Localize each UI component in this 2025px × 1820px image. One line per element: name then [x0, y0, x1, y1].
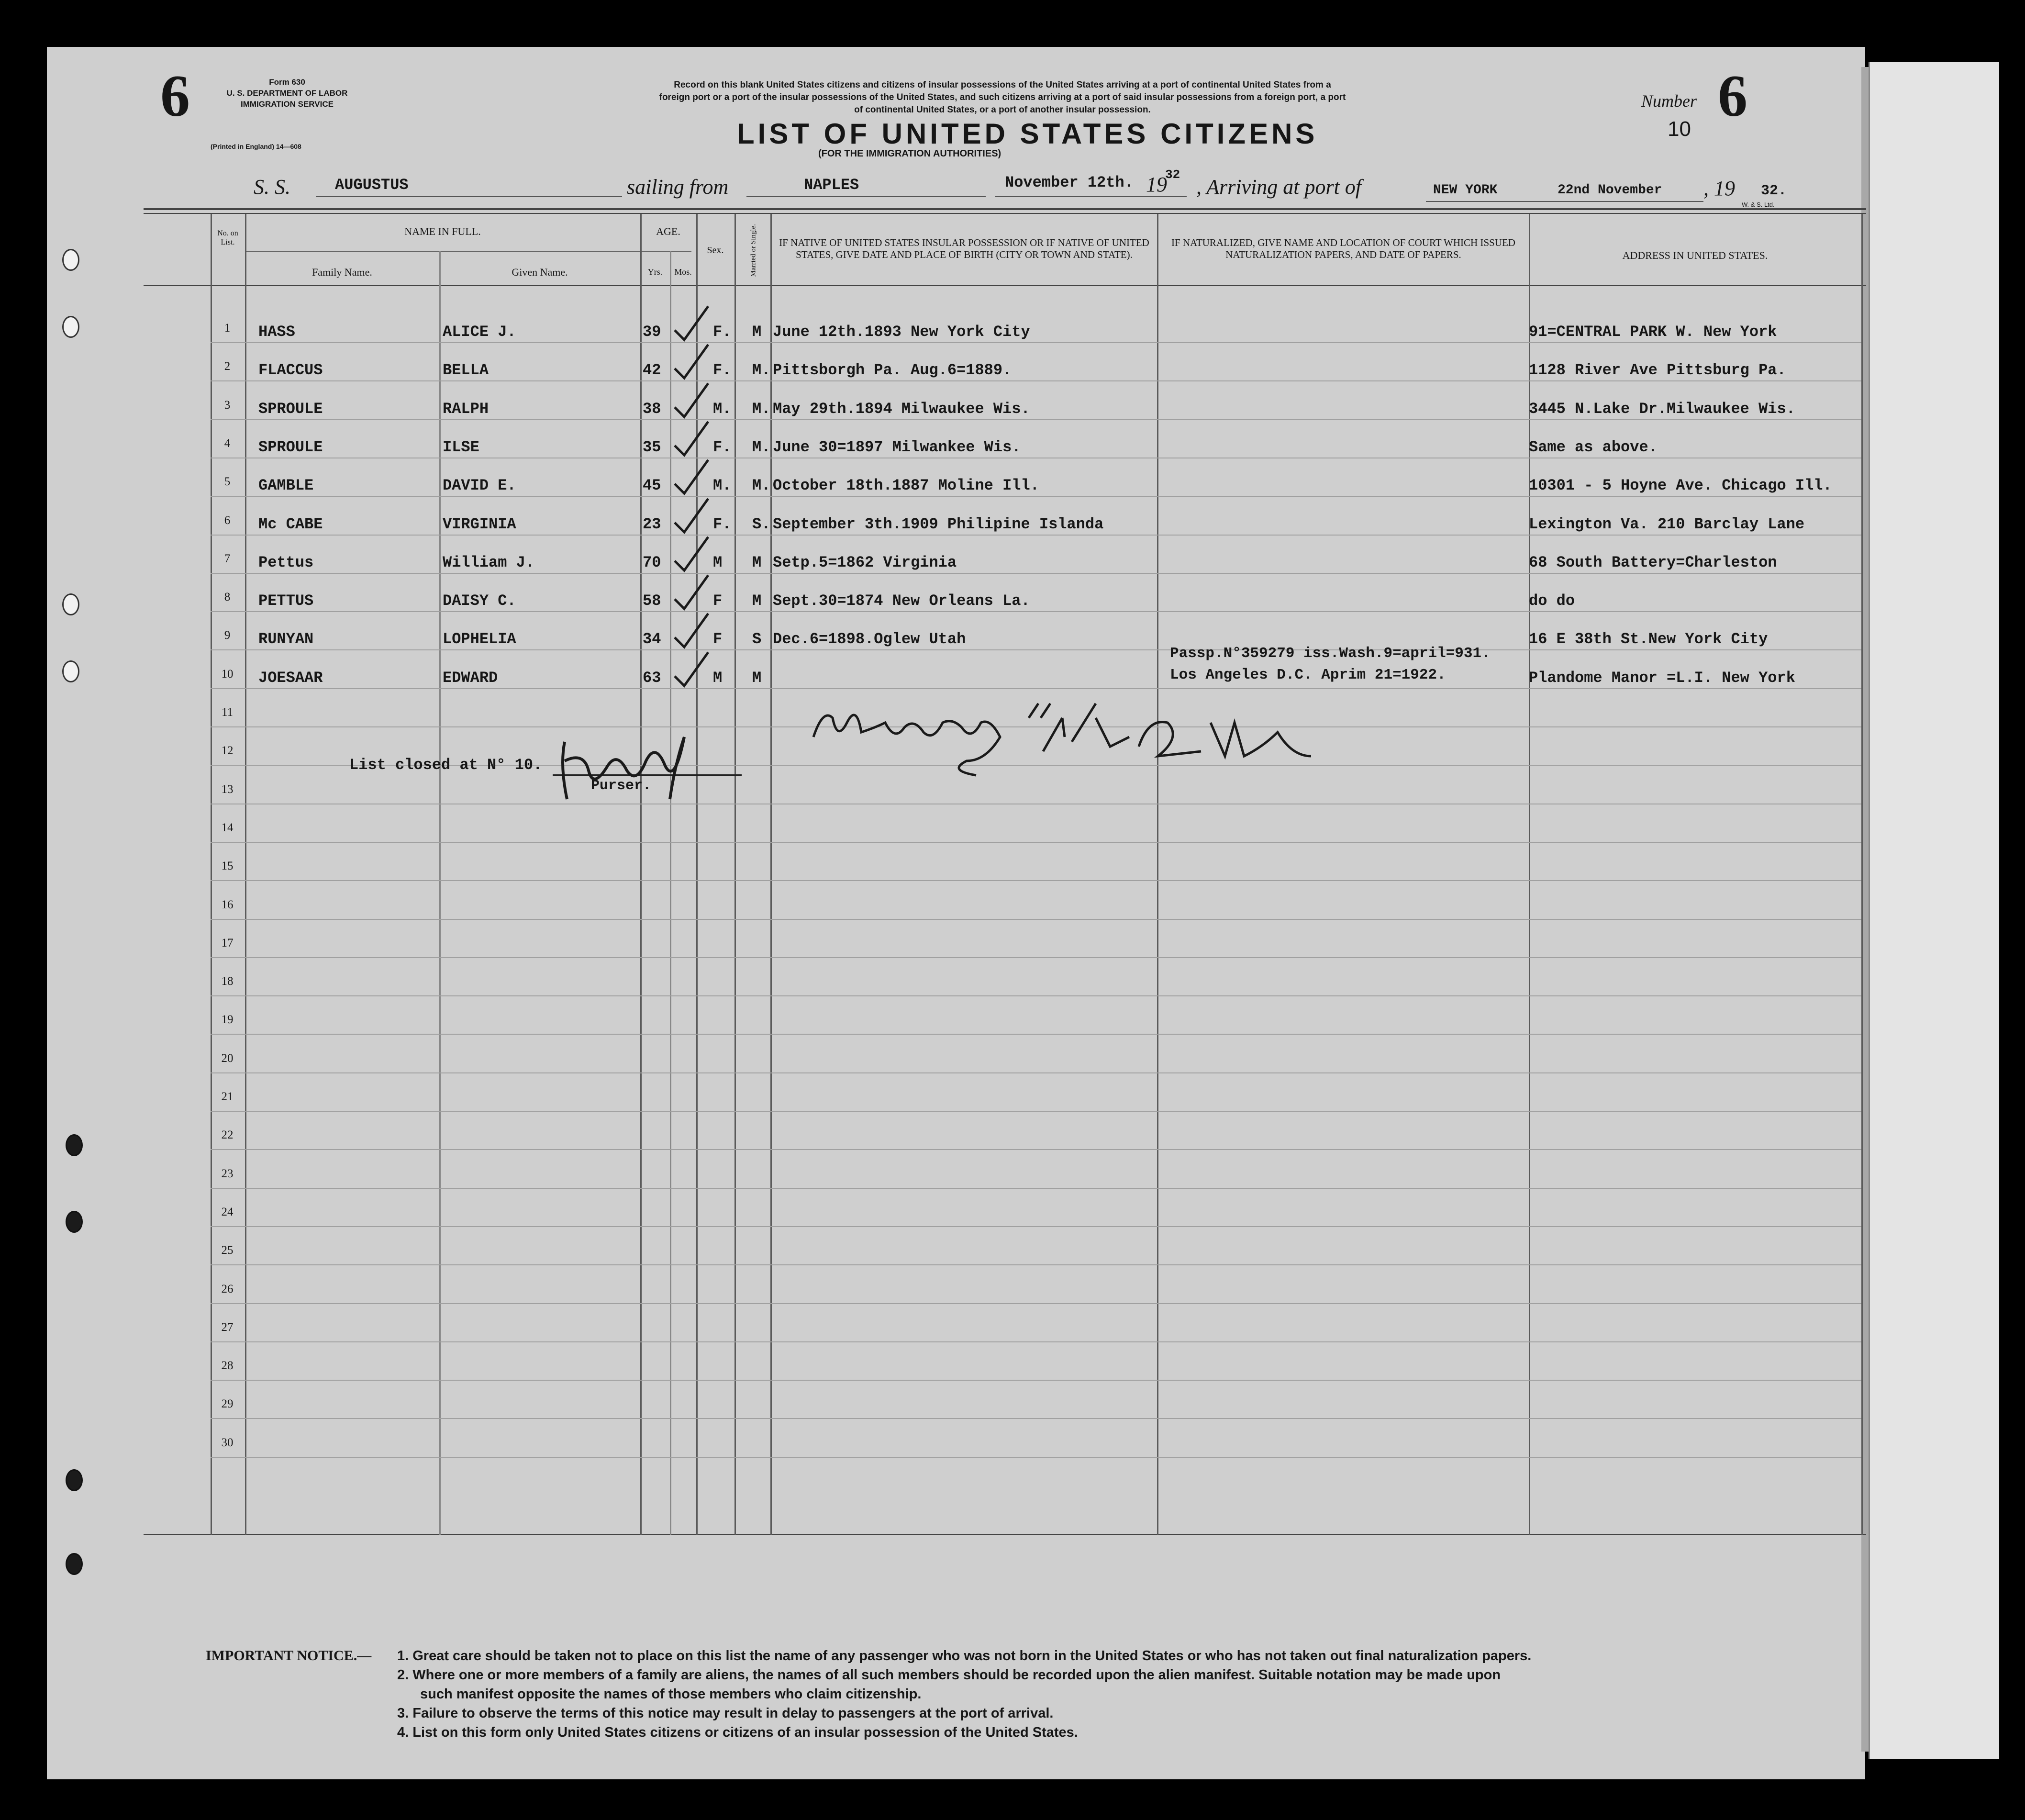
birth-info: June 30=1897 Milwankee Wis.	[773, 438, 1021, 456]
birth-info: Sept.30=1874 New Orleans La.	[773, 592, 1030, 610]
row-number: 2	[224, 360, 231, 373]
address: Plandome Manor =L.I. New York	[1529, 669, 1795, 687]
row-number: 22	[221, 1128, 234, 1142]
col-yrs: Yrs.	[647, 267, 663, 277]
marital-status: S	[752, 630, 762, 648]
row-line	[211, 342, 1861, 343]
row-line	[211, 919, 1861, 920]
sail-date: November 12th.	[1005, 174, 1134, 191]
sex: F.	[713, 323, 732, 341]
family-name: SPROULE	[258, 400, 323, 418]
check-mark	[670, 494, 713, 537]
birth-info: October 18th.1887 Moline Ill.	[773, 477, 1039, 495]
family-name: GAMBLE	[258, 477, 314, 495]
row-number: 17	[221, 936, 234, 949]
left-sheet-number: 6	[160, 63, 190, 129]
col-given-name: Given Name.	[512, 266, 568, 278]
purser-label: Purser.	[591, 778, 652, 794]
sex: M	[713, 669, 723, 687]
check-mark	[670, 570, 713, 614]
age: 63	[643, 669, 661, 687]
row-number: 5	[224, 475, 231, 489]
row-line	[211, 1341, 1861, 1342]
notice-item: such manifest opposite the names of those members who claim citizenship.	[420, 1686, 922, 1702]
marital-status: M	[752, 669, 762, 687]
age: 70	[643, 553, 661, 571]
row-number: 1	[224, 322, 231, 335]
given-name: ILSE	[443, 438, 479, 456]
row-line	[211, 1264, 1861, 1265]
page-subtitle: (FOR THE IMMIGRATION AUTHORITIES)	[818, 148, 1001, 159]
col-birth: IF NATIVE OF UNITED STATES INSULAR POSSESSION OR IF NATIVE OF UNITED STATES, GIVE DATE AND PLACE OF BIRTH (CITY OR TOWN AND STATE).	[779, 237, 1149, 260]
arriving-label: , Arriving at port of	[1196, 175, 1362, 199]
given-name: DAISY C.	[443, 592, 516, 610]
arrival-year-prefix: , 19	[1703, 177, 1735, 200]
row-number: 12	[221, 744, 234, 758]
right-sheet-number: 6	[1718, 63, 1747, 129]
row-line	[211, 1111, 1861, 1112]
printer-mark: W. & S. Ltd.	[1742, 201, 1775, 208]
age: 35	[643, 438, 661, 456]
list-number: 10	[1668, 117, 1691, 141]
family-name: Pettus	[258, 553, 314, 571]
marital-status: S.	[752, 515, 771, 533]
row-line	[211, 573, 1861, 574]
punch-hole	[62, 249, 79, 271]
row-number: 28	[221, 1359, 234, 1373]
row-line	[211, 419, 1861, 420]
row-line	[211, 1380, 1861, 1381]
row-number: 21	[221, 1090, 234, 1103]
punch-hole	[62, 660, 79, 682]
purser-signature	[555, 723, 699, 818]
marital-status: M.	[752, 438, 771, 456]
col-mos: Mos.	[674, 267, 692, 277]
naturalization-info: Passp.N°359279 iss.Wash.9=april=931.	[1170, 645, 1491, 662]
age: 39	[643, 323, 661, 341]
row-number: 19	[221, 1013, 234, 1027]
row-line	[211, 1188, 1861, 1189]
marital-status: M	[752, 592, 762, 610]
row-line	[211, 880, 1861, 881]
marital-status: M	[752, 553, 762, 571]
family-name: SPROULE	[258, 438, 323, 456]
row-line	[211, 1034, 1861, 1035]
row-number: 10	[221, 667, 234, 681]
address: 16 E 38th St.New York City	[1529, 630, 1768, 648]
row-number: 25	[221, 1244, 234, 1257]
check-mark	[670, 455, 713, 498]
marital-status: M.	[752, 361, 771, 380]
age: 42	[643, 361, 661, 380]
row-line	[211, 995, 1861, 996]
row-number: 9	[224, 629, 231, 642]
check-mark	[670, 379, 713, 422]
number-label: Number	[1641, 91, 1697, 111]
row-number: 18	[221, 975, 234, 988]
row-number: 30	[221, 1436, 234, 1449]
row-number: 26	[221, 1282, 234, 1295]
notice-item: 1. Great care should be taken not to place on this list the name of any passenger who was not born in the United States or who has not taken out final naturalization papers.	[397, 1648, 1532, 1664]
row-line	[211, 649, 1861, 650]
row-number: 23	[221, 1167, 234, 1180]
row-number: 6	[224, 514, 231, 527]
row-line	[211, 1457, 1861, 1458]
age: 23	[643, 515, 661, 533]
given-name: VIRGINIA	[443, 515, 516, 533]
address: 10301 - 5 Hoyne Ave. Chicago Ill.	[1529, 477, 1832, 495]
row-line	[211, 1072, 1861, 1073]
punch-hole	[66, 1134, 83, 1156]
birth-info: May 29th.1894 Milwaukee Wis.	[773, 400, 1030, 418]
birth-info: June 12th.1893 New York City	[773, 323, 1030, 341]
next-page	[1869, 62, 1999, 1759]
sail-year-prefix: 19	[1146, 173, 1167, 196]
row-line	[211, 535, 1861, 536]
family-name: RUNYAN	[258, 630, 314, 648]
birth-info: Dec.6=1898.Oglew Utah	[773, 630, 966, 648]
given-name: DAVID E.	[443, 477, 516, 495]
form-info: Form 630 U. S. DEPARTMENT OF LABOR IMMIGRATION SERVICE	[226, 78, 348, 109]
col-family-name: Family Name.	[312, 266, 372, 278]
row-number: 29	[221, 1397, 234, 1411]
given-name: EDWARD	[443, 669, 498, 687]
sex: F.	[713, 438, 732, 456]
ship-name: AUGUSTUS	[335, 176, 409, 194]
inspector-signature	[804, 689, 1354, 785]
check-mark	[670, 340, 713, 383]
sailing-from-label: sailing from	[627, 175, 729, 199]
notice-item: 2. Where one or more members of a family are aliens, the names of all such members should be recorded upon the alien manifest. Suitable notation may be made upon	[397, 1667, 1501, 1683]
family-name: Mc CABE	[258, 515, 323, 533]
row-line	[211, 1418, 1861, 1419]
age: 45	[643, 477, 661, 495]
age: 38	[643, 400, 661, 418]
birth-info: September 3th.1909 Philipine Islanda	[773, 515, 1104, 533]
row-number: 7	[224, 552, 231, 565]
instruction-text: Record on this blank United States citizens and citizens of insular possessions of the United States arriving at a port of continental United States from a foreign port or a port of the insular possessions of the United States, and such citizens arriving at a port of said insular possessions from a foreign port, a port of continental United States, or a port of another insular possession.	[659, 80, 1346, 115]
row-line	[211, 380, 1861, 381]
address: 3445 N.Lake Dr.Milwaukee Wis.	[1529, 400, 1795, 418]
row-number: 14	[221, 821, 234, 834]
col-no-on-list: No. on List.	[217, 229, 238, 246]
punch-hole	[66, 1211, 83, 1233]
family-name: FLACCUS	[258, 361, 323, 380]
row-number: 13	[221, 782, 234, 796]
row-line	[211, 1226, 1861, 1227]
age: 58	[643, 592, 661, 610]
row-number: 3	[224, 398, 231, 412]
given-name: RALPH	[443, 400, 489, 418]
row-line	[211, 496, 1861, 497]
sex: M.	[713, 477, 732, 495]
sex: F.	[713, 361, 732, 380]
address: 1128 River Ave Pittsburg Pa.	[1529, 361, 1786, 380]
check-mark	[670, 417, 713, 460]
marital-status: M.	[752, 400, 771, 418]
row-line	[211, 957, 1861, 958]
punch-hole	[62, 593, 79, 615]
age: 34	[643, 630, 661, 648]
row-number: 20	[221, 1051, 234, 1065]
notice-item: 4. List on this form only United States citizens or citizens of an insular possession of the United States.	[397, 1725, 1078, 1740]
check-mark	[670, 301, 713, 345]
col-age: AGE.	[656, 225, 680, 237]
row-number: 24	[221, 1205, 234, 1218]
address: Same as above.	[1529, 438, 1658, 456]
given-name: William J.	[443, 553, 535, 571]
row-number: 27	[221, 1320, 234, 1334]
arrival-date: 22nd November	[1558, 183, 1662, 198]
marital-status: M.	[752, 477, 771, 495]
check-mark	[670, 532, 713, 575]
sex: M	[713, 553, 723, 571]
row-number: 16	[221, 898, 234, 911]
col-address: ADDRESS IN UNITED STATES.	[1622, 249, 1768, 261]
arrival-year: 32.	[1761, 183, 1787, 199]
row-line	[211, 1149, 1861, 1150]
punch-hole	[66, 1469, 83, 1491]
row-line	[211, 842, 1861, 843]
manifest-sheet	[47, 47, 1865, 1779]
check-mark	[670, 609, 713, 652]
port-to: NEW YORK	[1433, 183, 1498, 198]
punch-hole	[66, 1553, 83, 1575]
sex: F	[713, 592, 723, 610]
row-line	[211, 1303, 1861, 1304]
row-number: 4	[224, 436, 231, 450]
given-name: BELLA	[443, 361, 489, 380]
given-name: LOPHELIA	[443, 630, 516, 648]
row-number: 11	[221, 706, 234, 719]
check-mark	[670, 648, 713, 691]
marital-status: M	[752, 323, 762, 341]
sex: F.	[713, 515, 732, 533]
address: Lexington Va. 210 Barclay Lane	[1529, 515, 1805, 533]
address: do do	[1529, 592, 1575, 610]
given-name: ALICE J.	[443, 323, 516, 341]
row-number: 15	[221, 860, 234, 873]
col-name-in-full: NAME IN FULL.	[404, 225, 481, 237]
sex: M.	[713, 400, 732, 418]
ss-label: S. S.	[254, 175, 290, 199]
family-name: PETTUS	[258, 592, 314, 610]
page-title: LIST OF UNITED STATES CITIZENS	[737, 118, 1318, 150]
sail-year: 32	[1165, 167, 1180, 182]
row-line	[211, 611, 1861, 612]
port-from: NAPLES	[804, 176, 859, 194]
sex: F	[713, 630, 723, 648]
birth-info: Pittsborgh Pa. Aug.6=1889.	[773, 361, 1012, 380]
col-marital: Married or Single.	[749, 224, 757, 277]
row-number: 8	[224, 591, 231, 604]
address: 91=CENTRAL PARK W. New York	[1529, 323, 1777, 341]
notice-item: 3. Failure to observe the terms of this notice may result in delay to passengers at the port of arrival.	[397, 1706, 1054, 1721]
address: 68 South Battery=Charleston	[1529, 553, 1777, 571]
birth-info: Setp.5=1862 Virginia	[773, 553, 957, 571]
printed-in: (Printed in England) 14—608	[211, 143, 301, 150]
punch-hole	[62, 316, 79, 338]
list-closed: List closed at N° 10.	[349, 756, 543, 774]
col-sex: Sex.	[707, 245, 724, 256]
family-name: JOESAAR	[258, 669, 323, 687]
family-name: HASS	[258, 323, 295, 341]
col-naturalized: IF NATURALIZED, GIVE NAME AND LOCATION OF COURT WHICH ISSUED NATURALIZATION PAPERS, AND DATE OF PAPERS.	[1171, 237, 1515, 260]
naturalization-info: Los Angeles D.C. Aprim 21=1922.	[1170, 666, 1446, 683]
